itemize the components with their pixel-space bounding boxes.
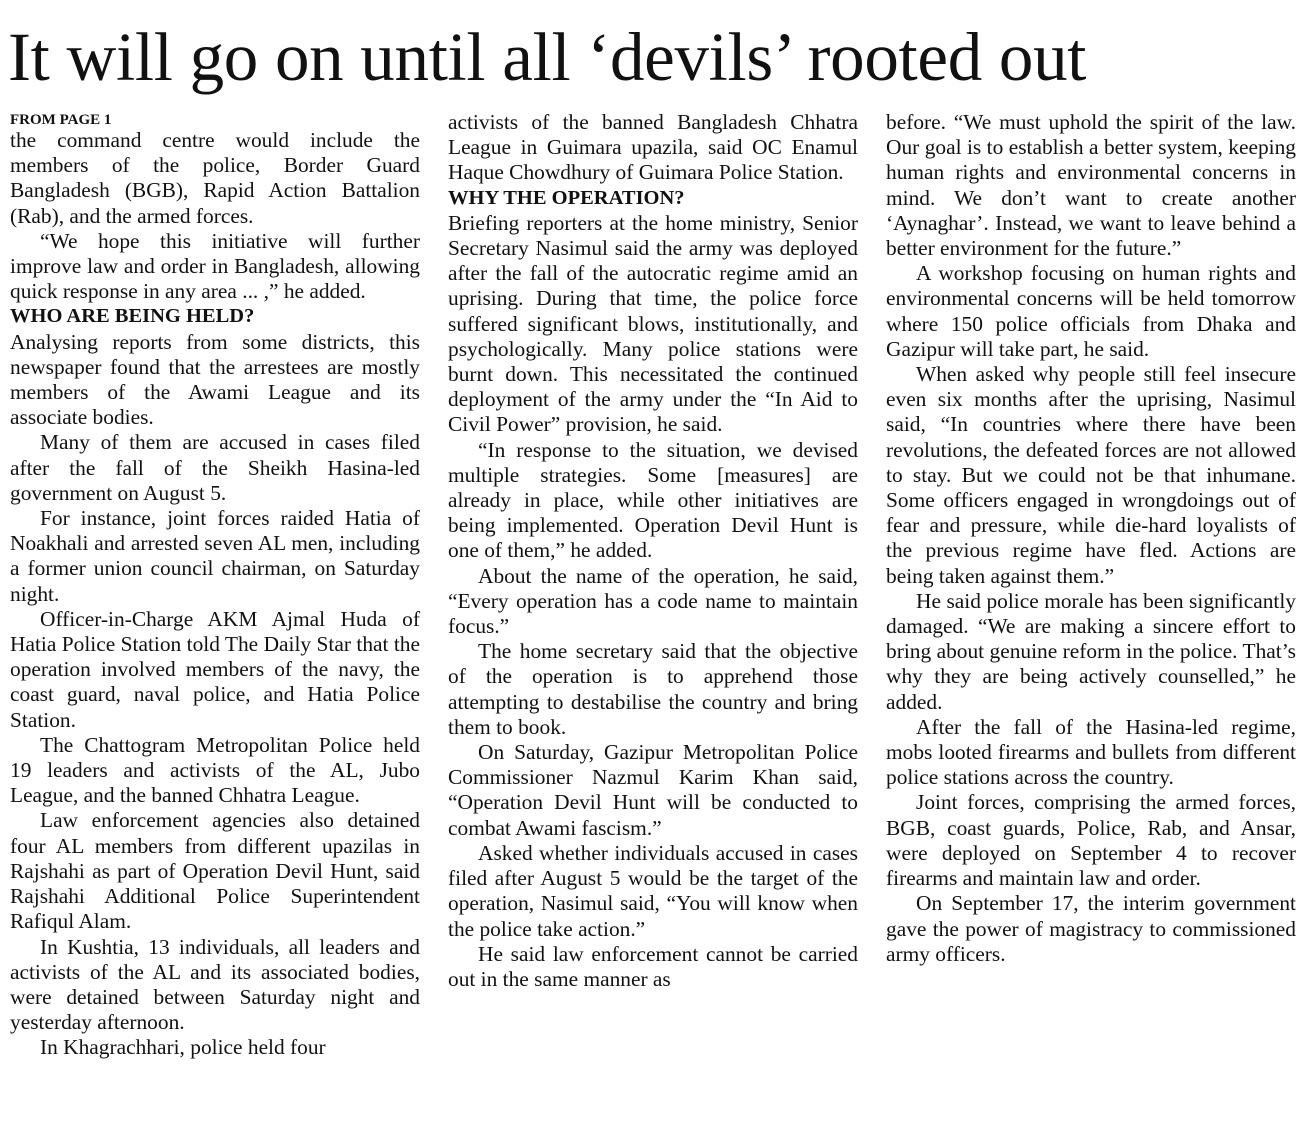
paragraph: activists of the banned Bangladesh Chhatra League in Guimara upazila, said OC Enamul Haque Chowdhury of Guimara Police Station.: [448, 110, 858, 185]
paragraph: Many of them are accused in cases filed after the fall of the Sheikh Hasina-led government on August 5.: [10, 430, 420, 505]
paragraph: Asked whether individuals accused in cases filed after August 5 would be the target of the operation, Nasimul said, “You will know when the police take action.”: [448, 840, 858, 941]
paragraph: Officer-in-Charge AKM Ajmal Huda of Hatia Police Station told The Daily Star that the operation involved members of the navy, the coast guard, naval police, and Hatia Police Station.: [10, 606, 420, 732]
paragraph: In Khagrachhari, police held four: [40, 1035, 326, 1060]
paragraph: The home secretary said that the objective of the operation is to apprehend those attempting to destabilise the country and bring them to book.: [448, 639, 858, 739]
paragraph: About the name of the operation, he said, “Every operation has a code name to maintain focus.”: [448, 563, 858, 639]
subheading: WHO ARE BEING HELD?: [10, 305, 255, 328]
paragraph: When asked why people still feel insecure even six months after the uprising, Nasimul said, “In countries where there have been revolutions, the defeated forces are not allowed to stay. But we could not be that inhumane. Some officers engaged in wrongdoings out of fear and pressure, while die-hard loyalists of the previous regime have fled. Actions are being taken against them.”: [886, 362, 1296, 588]
paragraph: The Chattogram Metropolitan Police held 19 leaders and activists of the AL, Jubo League, and the banned Chhatra League.: [10, 732, 420, 808]
paragraph: “In response to the situation, we devised multiple strategies. Some [measures] are already in place, while other initiatives are being implemented. Operation Devil Hunt is one of them,” he added.: [448, 437, 858, 563]
subheading: WHY THE OPERATION?: [448, 186, 685, 209]
article-column-3: [886, 110, 1296, 967]
paragraph: In Kushtia, 13 individuals, all leaders and activists of the AL and its associated bodies, were detained between Saturday night and yesterday afternoon.: [10, 934, 420, 1035]
article-column-1: [10, 110, 420, 1061]
paragraph: He said law enforcement cannot be carried out in the same manner as: [448, 941, 858, 991]
paragraph: the command centre would include the members of the police, Border Guard Bangladesh (BGB), Rapid Action Battalion (Rab), and the armed forces.: [10, 128, 420, 228]
headline: It will go on until all ‘devils’ rooted out: [8, 19, 1087, 95]
paragraph: “We hope this initiative will further improve law and order in Bangladesh, allowing quick response in any area ... ,” he added.: [10, 228, 420, 304]
article-column-2: [448, 110, 858, 992]
paragraph: A workshop focusing on human rights and environmental concerns will be held tomorrow where 150 police officials from Dhaka and Gazipur will take part, he said.: [886, 261, 1296, 361]
paragraph: On Saturday, Gazipur Metropolitan Police Commissioner Nazmul Karim Khan said, “Operation Devil Hunt will be conducted to combat Awami fascism.”: [448, 740, 858, 840]
paragraph: Law enforcement agencies also detained four AL members from different upazilas in Rajshahi as part of Operation Devil Hunt, said Rajshahi Additional Police Superintendent Rafiqul Alam.: [10, 808, 420, 934]
paragraph: For instance, joint forces raided Hatia of Noakhali and arrested seven AL men, including a former union council chairman, on Saturday night.: [10, 506, 420, 606]
paragraph: before. “We must uphold the spirit of the law. Our goal is to establish a better system, keeping human rights and environmental concerns in mind. We don’t want to create another ‘Aynaghar’. Instead, we want to leave behind a better environment for the future.”: [886, 110, 1296, 261]
paragraph: After the fall of the Hasina-led regime, mobs looted firearms and bullets from different police stations across the country.: [886, 714, 1296, 790]
paragraph: Analysing reports from some districts, this newspaper found that the arrestees are mostly members of the Awami League and its associate bodies.: [10, 329, 420, 430]
paragraph: Joint forces, comprising the armed forces, BGB, coast guards, Police, Rab, and Ansar, were deployed on September 4 to recover firearms and maintain law and order.: [886, 790, 1296, 891]
continuation-label: FROM PAGE 1: [10, 112, 112, 128]
paragraph: On September 17, the interim government gave the power of magistracy to commissioned army officers.: [886, 891, 1296, 966]
paragraph: Briefing reporters at the home ministry, Senior Secretary Nasimul said the army was deployed after the fall of the autocratic regime amid an uprising. During that time, the police force suffered significant blows, institutionally, and psychologically. Many police stations were burnt down. This necessitated the continued deployment of the army under the “In Aid to Civil Power” provision, he said.: [448, 210, 858, 437]
paragraph: He said police morale has been significantly damaged. “We are making a sincere effort to bring about genuine reform in the police. That’s why they are being actively counselled,” he added.: [886, 588, 1296, 714]
